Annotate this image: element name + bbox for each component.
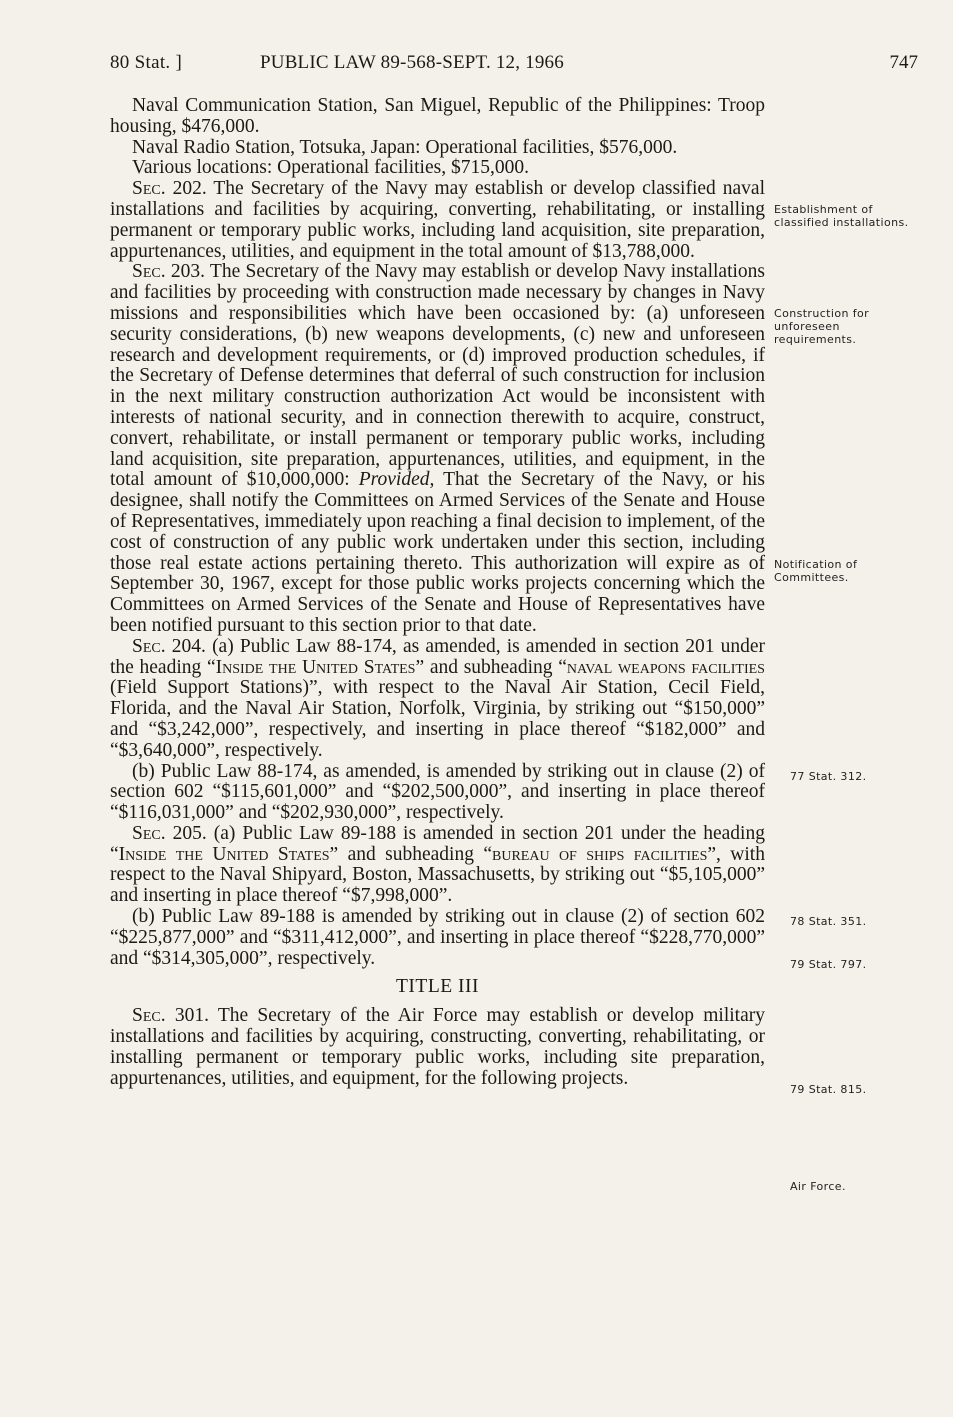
section-202 <box>110 179 765 262</box>
section-301-label: Sec. 301. <box>132 1005 209 1027</box>
paragraph-san-miguel: Naval Communication Station, San Miguel, Republic of the Philippines: Troop housing, $476,000. <box>110 95 765 137</box>
section-204-label: Sec. 204. <box>132 635 206 657</box>
margin-note-79-stat-815: 79 Stat. 815. <box>790 1083 867 1096</box>
section-204-subheading: naval weapons facilities <box>566 656 765 678</box>
margin-note-air-force: Air Force. <box>790 1180 846 1193</box>
section-203-provided: Provided, <box>358 469 435 491</box>
margin-note-78-stat-351: 78 Stat. 351. <box>790 915 867 928</box>
margin-note-notification: Notification of Committees. <box>774 558 858 584</box>
header-volume: 80 Stat. ] <box>110 52 183 73</box>
section-205-label: Sec. 205. <box>132 822 207 844</box>
section-301-text: The Secretary of the Air Force may establish or develop military installations and facilities by acquiring, constructing, converting, rehabilitating, or installing permanent or temporary public works, including site preparation, appurtenances, utilities, and equipment, for the following projects. <box>110 1005 765 1089</box>
section-205-heading: Inside the United States <box>118 843 330 865</box>
title-heading: TITLE III <box>396 976 479 998</box>
section-204 <box>110 637 765 762</box>
page-header <box>110 52 918 78</box>
margin-note-77-stat-312: 77 Stat. 312. <box>790 770 867 783</box>
paragraph-various-locations: Various locations: Operational facilities, $715,000. <box>132 157 529 179</box>
section-205 <box>110 824 765 907</box>
section-205-subheading: bureau of ships facilities <box>492 843 708 865</box>
margin-note-construction: Construction for unforeseen requirements. <box>774 307 870 346</box>
header-public-law: PUBLIC LAW 89-568-SEPT. 12, 1966 <box>260 52 564 73</box>
body-text <box>110 96 765 1089</box>
section-203-label: Sec. 203. <box>132 261 205 283</box>
section-301 <box>110 1006 765 1089</box>
section-202-label: Sec. 202. <box>132 178 207 200</box>
section-203-text-a: The Secretary of the Navy may establish or develop Navy installations and facilities by proceeding with construction made necessary by changes in Navy missions and responsibilities which have been occasioned by: (a) unforeseen security considerations, (b) new weapons developments, (c) new and unforeseen research and development requirements, or (d) improved production schedules, if the Secretary of Defense determines that deferral of such construction for inclusion in the next military construction authorization Act would be inconsistent with interests of national security, and in connection therewith to acquire, construct, convert, rehabilitate, or install permanent or temporary public works, including land acquisition, site preparation, appurtenances, utilities, and equipment, in the total amount of $10,000,000: <box>110 261 765 491</box>
section-205-text-c: ”, with respect to the Naval Shipyard, Boston, Massachusetts, by striking out “$5,105,000” and inserting in place thereof “$7,998,000”. <box>110 843 765 907</box>
section-203 <box>110 262 765 636</box>
section-205-text-b: ” and subheading “ <box>329 843 492 865</box>
section-205-b: (b) Public Law 89-188 is amended by striking out in clause (2) of section 602 “$225,877,000” and “$311,412,000”, and inserting in place thereof “$228,770,000” and “$314,305,000”, respectively. <box>110 906 765 969</box>
margin-note-79-stat-797: 79 Stat. 797. <box>790 958 867 971</box>
paragraph-totsuka: Naval Radio Station, Totsuka, Japan: Operational facilities, $576,000. <box>132 136 678 158</box>
margin-note-classified: Establishment of classified installations. <box>774 203 909 229</box>
section-204-text-b: ” and subheading “ <box>415 656 567 678</box>
section-202-text: The Secretary of the Navy may establish or develop classified naval installations and facilities by acquiring, converting, rehabilitating, or installing permanent or temporary public works, including land acquisition, site preparation, appurtenances, utilities, and equipment in the total amount of $13,788,000. <box>110 178 765 262</box>
section-203-text-b: That the Secretary of the Navy, or his designee, shall notify the Committees on Armed Services of the Senate and House of Representatives, immediately upon reaching a final decision to implement, of the cost of construction of any public work undertaken under this section, including those real estate actions pertaining thereto. This authorization will expire as of September 30, 1967, except for those public works projects concerning which the Committees on Armed Services of the Senate and House of Representatives have been notified pursuant to this section prior to that date. <box>110 469 765 636</box>
section-204-text-a: (a) Public Law 88-174, as amended, is amended in section 201 under the heading “ <box>110 635 765 678</box>
section-204-b: (b) Public Law 88-174, as amended, is amended by striking out in clause (2) of section 602 “$115,601,000” and “$202,500,000”, and inserting in place thereof “$116,031,000” and “$202,930,000”, respectively. <box>110 760 765 824</box>
section-205-text-a: (a) Public Law 89-188 is amended in section 201 under the heading “ <box>110 822 765 865</box>
section-204-heading: Inside the United States <box>215 656 416 678</box>
section-204-text-c: (Field Support Stations)”, with respect to the Naval Air Station, Cecil Field, Florida, and the Naval Air Station, Norfolk, Virginia, by striking out “$150,000” and “$3,242,000”, respectively, and inserting in place thereof “$182,000” and “$3,640,000”, respectively. <box>110 677 765 761</box>
page-number: 747 <box>889 52 918 73</box>
